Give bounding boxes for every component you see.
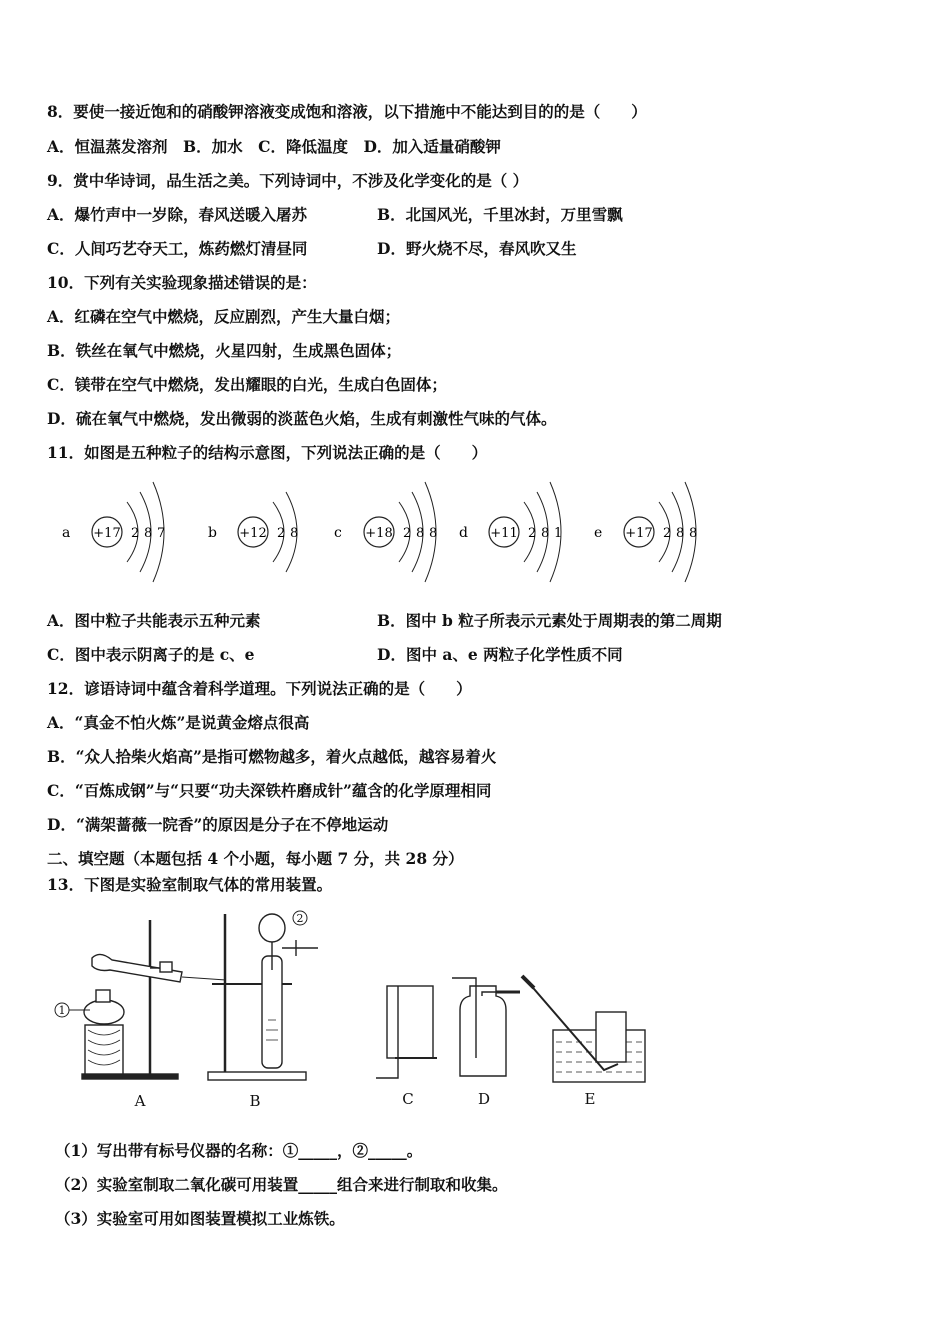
apparatus-e: [522, 976, 645, 1082]
q12-stem: 12．谚语诗词中蕴含着科学道理。下列说法正确的是（ ）: [47, 679, 472, 698]
apparatus-b: [208, 914, 318, 1080]
shell-electron-count: 8: [541, 526, 550, 541]
shell-electron-count: 1: [554, 526, 563, 541]
lab-apparatus-figure: [0, 900, 950, 1115]
apparatus-a: [82, 920, 226, 1079]
section-heading: 二、填空题（本题包括 4 个小题，每小题 7 分，共 28 分）: [47, 849, 464, 868]
q12-option-b: B．“众人拾柴火焰高”是指可燃物越多，着火点越低，越容易着火: [47, 747, 497, 766]
shell-electron-count: 8: [416, 526, 425, 541]
shell-electron-count: 2: [131, 526, 140, 541]
nucleus-charge: +17: [93, 526, 121, 541]
q11-option-c: C．图中表示阴离子的是 c、e: [47, 645, 255, 664]
particle-label: c: [334, 525, 342, 541]
q11-stem: 11．如图是五种粒子的结构示意图，下列说法正确的是（ ）: [47, 443, 488, 462]
shell-electron-count: 2: [528, 526, 537, 541]
q9-stem: 9．赏中华诗词，品生活之美。下列诗词中，不涉及化学变化的是（ ）: [47, 171, 529, 190]
nucleus-charge: +17: [625, 526, 653, 541]
marker2-text: 2: [296, 912, 304, 925]
q8-options: A．恒温蒸发溶剂 B．加水 C．降低温度 D．加入适量硝酸钾: [47, 137, 501, 156]
q13-stem: 13．下图是实验室制取气体的常用装置。: [47, 875, 333, 894]
shell-electron-count: 8: [144, 526, 153, 541]
atom-diagram-e: [594, 482, 697, 582]
particle-label: a: [62, 525, 71, 541]
q9-option-d: D．野火烧不尽，春风吹又生: [377, 239, 577, 258]
apparatus-d: [452, 978, 520, 1076]
marker1-text: 1: [58, 1004, 66, 1017]
apparatus-label-D: D: [477, 1090, 491, 1108]
q10-option-a: A．红磷在空气中燃烧，反应剧烈，产生大量白烟；: [47, 307, 401, 326]
q10-stem: 10．下列有关实验现象描述错误的是：: [47, 273, 317, 292]
atomic-structure-diagrams: [0, 470, 950, 590]
q8-stem: 8．要使一接近饱和的硝酸钾溶液变成饱和溶液，以下措施中不能达到目的的是（ ）: [47, 102, 647, 121]
q10-option-c: C．镁带在空气中燃烧，发出耀眼的白光，生成白色固体；: [47, 375, 447, 394]
apparatus-label-B: B: [249, 1092, 261, 1110]
shell-electron-count: 8: [689, 526, 698, 541]
particle-label: d: [459, 525, 468, 541]
q13-sub2: （2）实验室制取二氧化碳可用装置_____组合来进行制取和收集。: [55, 1175, 508, 1194]
q10-option-d: D．硫在氧气中燃烧，发出微弱的淡蓝色火焰，生成有刺激性气味的气体。: [47, 409, 557, 428]
shell-electron-count: 8: [676, 526, 685, 541]
atom-diagram-b: [208, 492, 298, 572]
shell-electron-count: 2: [277, 526, 286, 541]
q9-option-c: C．人间巧艺夺天工，炼药燃灯清昼同: [47, 239, 308, 258]
q13-sub1: （1）写出带有标号仪器的名称：①_____，②_____。: [55, 1141, 423, 1160]
nucleus-charge: +18: [365, 526, 393, 541]
particle-label: b: [208, 525, 217, 541]
shell-electron-count: 8: [429, 526, 438, 541]
q10-option-b: B．铁丝在氧气中燃烧，火星四射，生成黑色固体；: [47, 341, 402, 360]
atom-diagram-a: [62, 482, 165, 582]
q11-option-d: D．图中 a、e 两粒子化学性质不同: [377, 645, 623, 664]
apparatus-label-A: A: [134, 1092, 146, 1110]
shell-electron-count: 2: [403, 526, 412, 541]
shell-electron-count: 7: [157, 526, 166, 541]
atom-diagram-d: [459, 482, 562, 582]
nucleus-charge: +12: [239, 526, 267, 541]
nucleus-charge: +11: [490, 526, 518, 541]
apparatus-label-E: E: [584, 1090, 596, 1108]
q9-option-b: B．北国风光，千里冰封，万里雪飘: [377, 205, 623, 224]
q12-option-a: A．“真金不怕火炼”是说黄金熔点很高: [47, 713, 310, 732]
q11-option-b: B．图中 b 粒子所表示元素处于周期表的第二周期: [377, 611, 722, 630]
particle-label: e: [594, 525, 603, 541]
q13-sub3: （3）实验室可用如图装置模拟工业炼铁。: [55, 1209, 345, 1228]
q12-option-c: C．“百炼成钢”与“只要“功夫深铁杵磨成针”蕴含的化学原理相同: [47, 781, 492, 800]
apparatus-label-C: C: [402, 1090, 414, 1108]
q9-option-a: A．爆竹声中一岁除，春风送暖入屠苏: [47, 205, 308, 224]
q11-option-a: A．图中粒子共能表示五种元素: [47, 611, 261, 630]
shell-electron-count: 8: [290, 526, 299, 541]
atom-diagram-c: [334, 482, 437, 582]
q12-option-d: D．“满架蔷薇一院香”的原因是分子在不停地运动: [47, 815, 389, 834]
shell-electron-count: 2: [663, 526, 672, 541]
apparatus-c: [376, 986, 437, 1078]
